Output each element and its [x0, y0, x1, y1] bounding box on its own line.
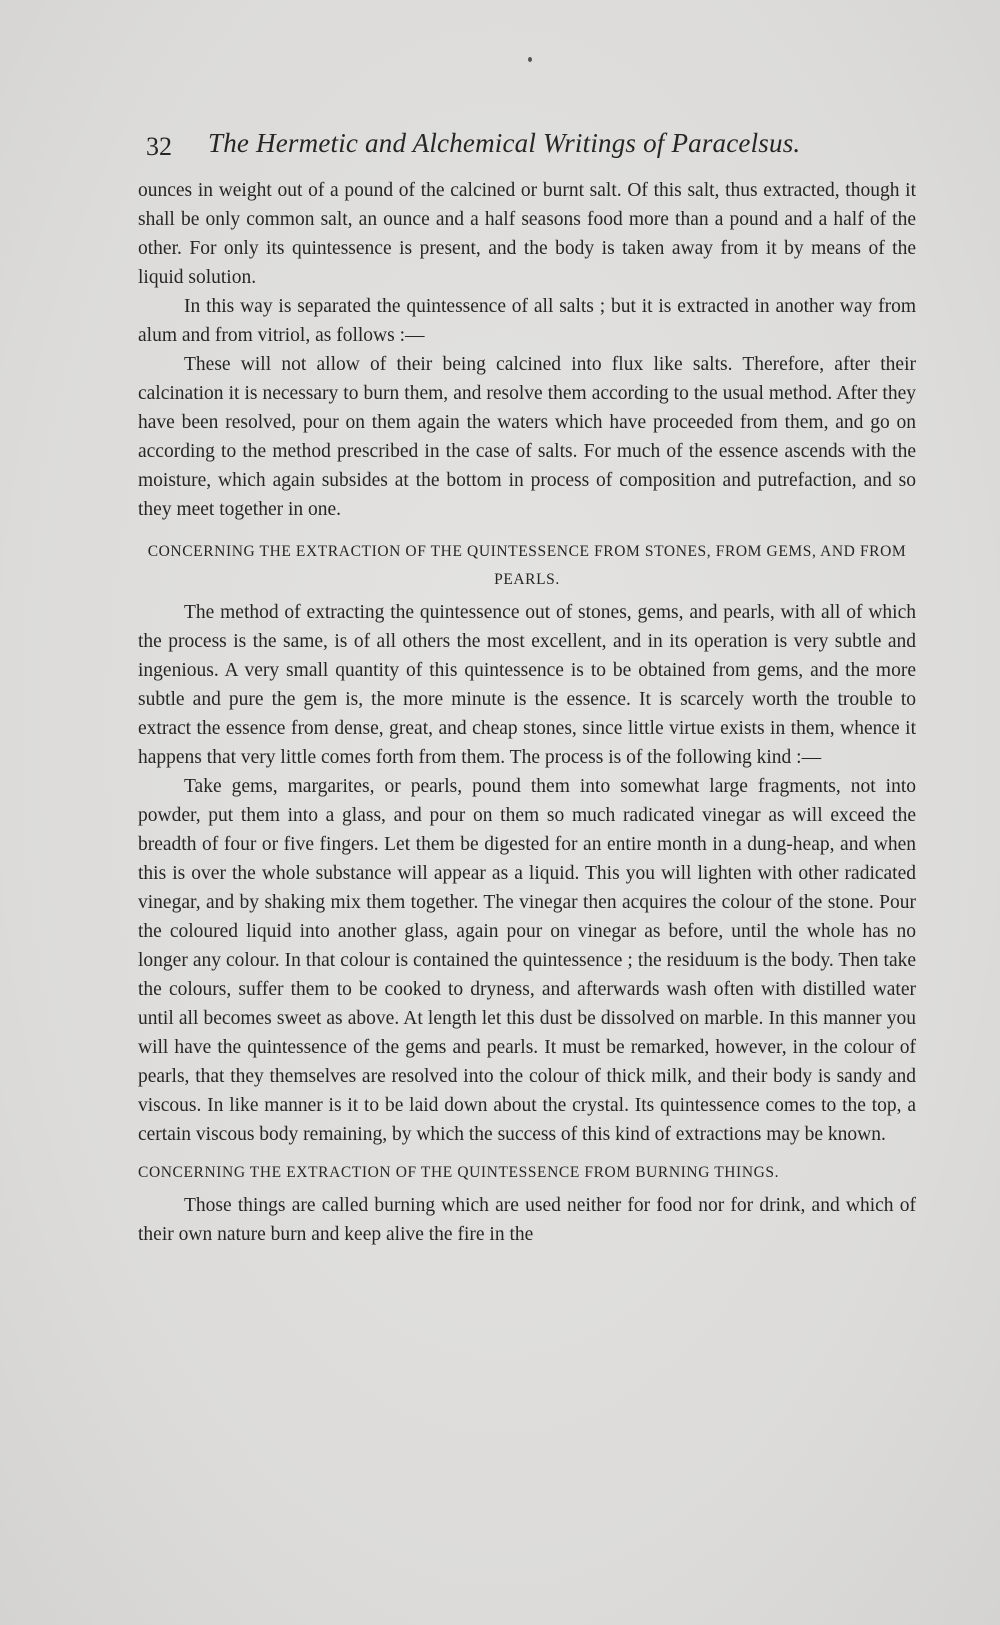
paragraph-6: Those things are called burning which are used neither for food nor for drink, and which of their own nature burn and keep alive the fire in the: [138, 1195, 916, 1245]
running-head: [146, 126, 866, 166]
paragraph-2: In this way is separated the quintessence of all salts ; but it is extracted in another way from alum and from vitriol, as follows :—: [138, 296, 916, 346]
paragraph-4: The method of extracting the quintessence out of stones, gems, and pearls, with all of which the process is the same, is of all others the most excellent, and in its operation is very subtle and ingenious. A very small quantity of this quintessence is to be obtained from gems, and the more subtle and pure the gem is, the more minute is the essence. It is scarcely worth the trouble to extract the essence from dense, great, and cheap stones, since little virtue exists in them, whence it happens that very little comes forth from them. The process is of the following kind :—: [138, 602, 916, 768]
ink-speck: [528, 57, 532, 62]
running-title: The Hermetic and Alchemical Writings of Paracelsus.: [208, 128, 801, 158]
paragraph-3: These will not allow of their being calcined into flux like salts. Therefore, after their calcination it is necessary to burn them, and resolve them according to the usual method. After they have been resolved, pour on them again the waters which have proceeded from them, and go on according to the method prescribed in the case of salts. For much of the essence ascends with the moisture, which again subsides at the bottom in process of composition and putrefaction, and so they meet together in one.: [138, 354, 916, 520]
paragraph-1: ounces in weight out of a pound of the calcined or burnt salt. Of this salt, thus extracted, though it shall be only common salt, an ounce and a half seasons food more than a pound and a half of the other. For only its quintessence is present, and the body is taken away from it by means of the liquid solution.: [138, 180, 916, 288]
page-body: [138, 176, 916, 1249]
paragraph-5: Take gems, margarites, or pearls, pound them into somewhat large fragments, not into powder, put them into a glass, and pour on them so much radicated vinegar as will exceed the breadth of four or five fingers. Let them be digested for an entire month in a dung-heap, and when this is over the whole substance will appear as a liquid. This you will lighten with other radicated vinegar, and by shaking mix them together. The vinegar then acquires the colour of the stone. Pour the coloured liquid into another glass, again pour on vinegar as before, until the whole has no longer any colour. In that colour is contained the quintessence ; the residuum is the body. Then take the colours, suffer them to be cooked to dryness, and afterwards wash often with distilled water until all becomes sweet as above. At length let this dust be dissolved on marble. In this manner you will have the quintessence of the gems and pearls. It must be remarked, however, in the colour of pearls, that they themselves are resolved into the colour of thick milk, and their body is sandy and viscous. In like manner is it to be laid down about the crystal. Its quintessence comes to the top, a certain viscous body remaining, by which the success of this kind of extractions may be known.: [138, 776, 916, 1145]
section-heading-stones: CONCERNING THE EXTRACTION OF THE QUINTESSENCE FROM STONES, FROM GEMS, AND FROM PEARLS.: [147, 543, 907, 588]
page-number: 32: [146, 132, 172, 161]
section-heading-burning: CONCERNING THE EXTRACTION OF THE QUINTESSENCE FROM BURNING THINGS.: [138, 1164, 780, 1181]
